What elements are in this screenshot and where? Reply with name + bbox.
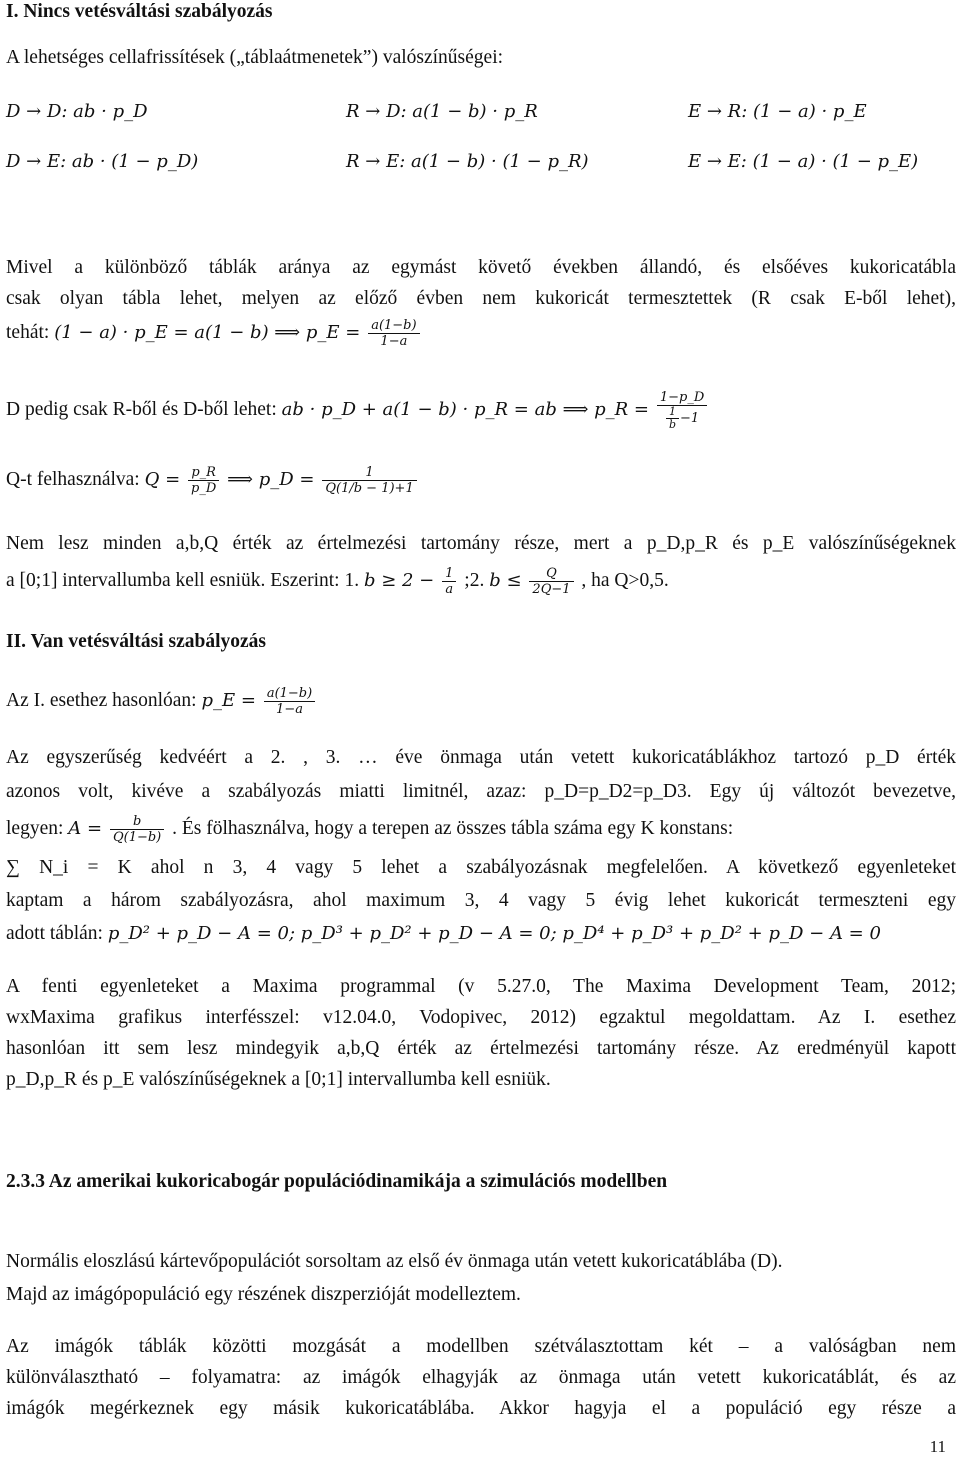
transition-d-d: D → D: ab · p_D (6, 101, 148, 122)
fraction (110, 814, 164, 845)
paragraph-line: wxMaxima grafikus interfésszel: v12.04.0, Vodopivec, 2012) egzaktul megoldattam. Az I. esethez (6, 1007, 956, 1028)
paragraph-line: hasonlóan itt sem lesz mindegyik a,b,Q érték az értelmezési tartomány része. Az eredményül kapott (6, 1038, 956, 1059)
denominator: a (445, 582, 454, 597)
equation: Q = (144, 468, 181, 490)
page-number: 11 (929, 1437, 946, 1456)
paragraph-line: Az egyszerűség kedvéért a 2. , 3. … éve önmaga után vetett kukoricatáblákhoz tartozó p_D érték (6, 747, 956, 768)
paragraph-line: Mivel a különböző táblák aránya az egymást követő években állandó, és elsőéves kukoricatábla (6, 257, 956, 278)
paragraph-line: különválasztható – folyamatra: az imágók elhagyják az önmaga után vetett kukoricatáblát, és az (6, 1367, 956, 1388)
equation-line (6, 465, 956, 496)
numerator: p_R (188, 465, 219, 481)
text-fragment: tehát: (6, 321, 50, 343)
text-fragment: −1 (680, 411, 700, 426)
denominator: 1−a (276, 702, 303, 717)
transition-d-e: D → E: ab · (1 − p_D) (6, 151, 199, 172)
paragraph-line: p_D,p_R és p_E valószínűségeknek a [0;1] intervallumba kell esniük. (6, 1069, 551, 1090)
fraction (322, 465, 416, 496)
numerator: 1−p_D (657, 390, 707, 406)
paragraph-line: A fenti egyenleteket a Maxima programmal (v 5.27.0, The Maxima Development Team, 2012; (6, 976, 956, 997)
transition-e-e: E → E: (1 − a) · (1 − p_E) (688, 151, 919, 172)
equation-line (6, 686, 956, 717)
denominator (657, 406, 707, 431)
equation-line (6, 566, 956, 597)
text-fragment: ;2. (464, 569, 485, 591)
transition-r-e: R → E: a(1 − b) · (1 − p_R) (346, 151, 589, 172)
text-fragment: Az I. esethez hasonlóan: (6, 689, 197, 711)
fraction (188, 465, 219, 496)
text-fragment: D pedig csak R-ből és D-ből lehet: (6, 398, 277, 420)
equation-line (6, 390, 956, 431)
numerator: Q (529, 566, 573, 582)
equation-line (6, 318, 956, 349)
equation: p_E = (201, 689, 256, 711)
paragraph-line: azonos volt, kivéve a szabályozás miatti limitnél, azaz: p_D=p_D2=p_D3. Egy új változót bevezetve, (6, 781, 956, 802)
denominator: 1−a (380, 334, 408, 349)
equation-line (6, 814, 956, 845)
transition-e-r: E → R: (1 − a) · p_E (688, 101, 867, 122)
paragraph-line: Majd az imágópopuláció egy részének diszperzióját modelleztem. (6, 1284, 521, 1305)
paragraph-line: Normális eloszlású kártevőpopulációt sorsoltam az első év önmaga után vetett kukoricatáblába (D). (6, 1251, 783, 1272)
text-fragment: . És fölhasználva, hogy a terepen az összes tábla száma egy K konstans: (172, 817, 734, 839)
inner-fraction (666, 406, 679, 431)
paragraph-line: Az imágók táblák közötti mozgását a modellben szétválasztottam két – a valóságban nem (6, 1336, 956, 1357)
section-heading-1: I. Nincs vetésváltási szabályozás (6, 1, 273, 22)
transition-r-d: R → D: a(1 − b) · p_R (346, 101, 538, 122)
paragraph-line: csak olyan tábla lehet, melyen az előző évben nem kukoricát termesztettek (R csak E-ből lehet), (6, 288, 956, 309)
fraction (264, 686, 315, 717)
denominator: p_D (191, 481, 217, 496)
paragraph-line: Nem lesz minden a,b,Q érték az értelmezési tartomány része, mert a p_D,p_R és p_E valószínűségeknek (6, 533, 956, 554)
numerator: b (110, 814, 164, 830)
section-heading-2: II. Van vetésváltási szabályozás (6, 631, 267, 652)
paragraph-line: ∑ N_i = K ahol n 3, 4 vagy 5 lehet a szabályozásnak megfelelően. A következő egyenleteket (6, 857, 956, 878)
equation: b ≤ (489, 569, 522, 591)
equation: b ≥ 2 − (363, 569, 435, 591)
fraction (529, 566, 573, 597)
equation: ⟹ p_D = (227, 468, 315, 490)
denominator: 2Q−1 (532, 582, 571, 597)
numerator: a(1−b) (264, 686, 315, 702)
fraction (368, 318, 419, 349)
text-fragment: legyen: (6, 817, 64, 839)
equation: (1 − a) · p_E = a(1 − b) ⟹ p_E = (54, 321, 361, 343)
text-fragment: a [0;1] intervallumba kell esniük. Eszerint: 1. (6, 569, 360, 591)
text-fragment: , ha Q>0,5. (581, 569, 669, 591)
denominator: b (668, 418, 676, 431)
equation-line (6, 922, 956, 946)
denominator: Q(1/b − 1)+1 (325, 481, 414, 496)
fraction (657, 390, 707, 431)
equation: p_D² + p_D − A = 0; p_D³ + p_D² + p_D − A = 0; p_D⁴ + p_D³ + p_D² + p_D − A = 0 (107, 923, 881, 944)
numerator: a(1−b) (368, 318, 419, 334)
paragraph-line: imágók megérkeznek egy másik kukoricatáblába. Akkor hagyja el a populáció egy része a (6, 1398, 956, 1419)
text-fragment: adott táblán: (6, 923, 103, 944)
text-fragment: Q-t felhasználva: (6, 468, 140, 490)
denominator: Q(1−b) (112, 830, 162, 845)
equation: A = (68, 817, 103, 839)
numerator: 1 (666, 406, 679, 419)
section-heading-3: 2.3.3 Az amerikai kukoricabogár populációdinamikája a szimulációs modellben (6, 1171, 668, 1192)
numerator: 1 (442, 566, 456, 582)
fraction (442, 566, 456, 597)
equation: ab · p_D + a(1 − b) · p_R = ab ⟹ p_R = (281, 398, 649, 420)
paragraph-line: kaptam a három szabályozásra, ahol maximum 3, 4 vagy 5 évig lehet kukoricát termeszteni egy (6, 890, 956, 911)
intro-text: A lehetséges cellafrissítések („táblaátmenetek”) valószínűségei: (6, 47, 504, 68)
numerator: 1 (322, 465, 416, 481)
